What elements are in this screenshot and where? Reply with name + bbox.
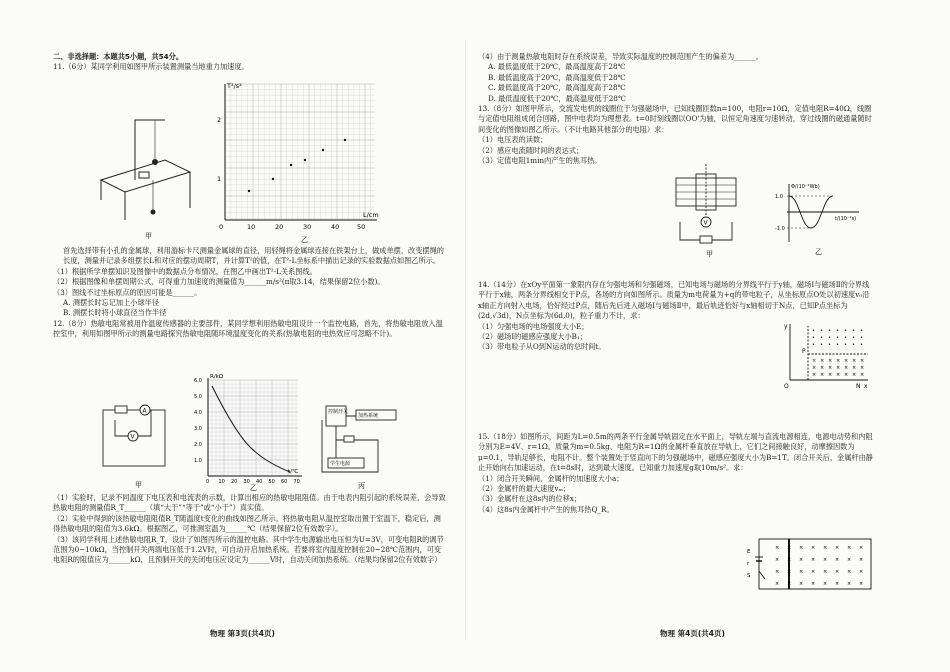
data-point xyxy=(272,178,274,180)
field-cross: × xyxy=(787,581,792,587)
field-cross: × xyxy=(775,557,780,563)
q12-body xyxy=(53,493,448,566)
ctrl-switch-label: 控制开关 xyxy=(328,409,349,415)
q11-xtick: 20 xyxy=(275,223,284,231)
field-cross: × xyxy=(852,372,857,378)
field-cross: × xyxy=(847,581,852,587)
q14-sub3: （3）带电粒子从O到N运动的总时间t。 xyxy=(478,342,606,352)
q14-figure xyxy=(782,320,872,390)
field-cross: × xyxy=(799,581,804,587)
field-cross: × xyxy=(812,358,817,364)
field-cross: × xyxy=(860,365,865,371)
q12-rt-curve xyxy=(212,386,290,472)
field-cross: × xyxy=(820,365,825,371)
field-cross: × xyxy=(811,557,816,563)
q12-sub3: （3）该同学利用上述热敏电阻R_T，设计了如图丙所示的温控电路。其中学生电源输出电压恒为U=3V，可变电阻R的调节范围为0~10kΩ，当控制开关两端电压低于1.2V时，可自动开启加热系统。若要将室内温度控制在20~28℃范围内，可变电阻R的阻值应为______kΩ，且预制开关的关闭电压应设定为______V时，自动关闭加热系统。（结果均保留2位有效数字） xyxy=(53,534,444,565)
field-cross: × xyxy=(775,569,780,575)
field-cross: × xyxy=(823,569,828,575)
field-cross: × xyxy=(823,581,828,587)
column-divider xyxy=(465,40,466,640)
field-cross: × xyxy=(847,545,852,551)
q14-point-n: N xyxy=(856,383,861,390)
field-cross: × xyxy=(836,365,841,371)
q12-grid xyxy=(208,380,298,476)
field-cross: × xyxy=(820,372,825,378)
q13-voltmeter-label: V xyxy=(703,219,708,227)
field-cross: × xyxy=(847,557,852,563)
field-cross: × xyxy=(812,365,817,371)
q11-ytick: 2 xyxy=(217,116,222,124)
q15-body xyxy=(478,432,873,515)
field-cross: × xyxy=(859,557,864,563)
field-cross: × xyxy=(811,581,816,587)
field-cross: × xyxy=(852,365,857,371)
field-cross: × xyxy=(828,365,833,371)
q11-body xyxy=(53,246,448,340)
q14-point-p: P xyxy=(802,348,806,355)
q12-y-ticks xyxy=(194,378,202,464)
clamp xyxy=(139,172,149,178)
field-dot: • xyxy=(812,342,815,348)
footer-right: 物理 第4页(共4页) xyxy=(660,629,725,638)
field-dot: • xyxy=(860,328,863,334)
q11-optB: B. 测摆长时将小球直径当作半径 xyxy=(63,308,167,318)
field-cross: × xyxy=(799,569,804,575)
q15-sub1: （1）闭合开关瞬间，金属杆的加速度大小a； xyxy=(478,473,624,483)
q14-field-marks xyxy=(812,328,864,378)
q12-figure-jia xyxy=(95,392,180,492)
field-cross: × xyxy=(775,545,780,551)
variable-resistor xyxy=(344,436,354,442)
field-dot: • xyxy=(836,342,839,348)
thermistor xyxy=(115,406,127,413)
q12-sub4: （4）由于测量热敏电阻时存在系统误差，导致实际温度的控制范围产生的偏差为______。 xyxy=(478,52,763,61)
data-point xyxy=(290,164,292,166)
field-cross: × xyxy=(836,358,841,364)
q14-origin: O xyxy=(784,383,789,390)
q11-xtick: 40 xyxy=(331,223,340,231)
q11-y-label: T²/s² xyxy=(227,82,242,90)
field-cross: × xyxy=(787,545,792,551)
field-cross: × xyxy=(820,358,825,364)
table-top xyxy=(101,160,190,192)
q14-stem: 14.（14分）在xOy平面第一象限内存在匀强电场和匀强磁场，已知电场与磁场的分界线平行于y轴，磁场Ⅰ与磁场Ⅱ的分界线平行于x轴，两条分界线相交于P点，各场的方向如图所示。质量为m电荷量为+q的带电粒子，从坐标原点O处以初速度v₀沿x轴正方向射入电场，恰好经过P点，随后先后进入磁场Ⅰ与磁场Ⅱ中，最后轨迹恰好与x轴相切于N点，已知P点坐标为(2d,√3d)，N点坐标为(6d,0)，粒子重力不计，求： xyxy=(478,280,870,321)
field-cross: × xyxy=(860,358,865,364)
field-dot: • xyxy=(860,342,863,348)
field-dot: • xyxy=(852,342,855,348)
q13-phi-label: Φ/(10⁻²Wb) xyxy=(791,184,820,190)
q15-label-S: S xyxy=(747,573,751,579)
q12-ytick: 1.0 xyxy=(194,458,202,464)
q15-label-E: E xyxy=(747,549,751,555)
q12-sub1: （1）实验时，记录不同温度下电压表和电流表的示数，计算出相应的热敏电阻阻值。由于电表内阻引起的系统误差，会导致热敏电阻的测量值R_T______（填“大于”“等于”或“小于”）真实值。 xyxy=(53,493,446,513)
field-cross: × xyxy=(823,557,828,563)
q11-figure-yi xyxy=(205,80,385,245)
field-cross: × xyxy=(844,358,849,364)
field-cross: × xyxy=(811,545,816,551)
field-dot: • xyxy=(852,328,855,334)
q12-optA: A. 最低温度低于20℃，最高温度高于28℃ xyxy=(488,62,626,72)
q12-figure-bing xyxy=(318,400,408,492)
field-dot: • xyxy=(812,328,815,334)
q12-ytick: 2.0 xyxy=(194,442,202,448)
field-cross: × xyxy=(844,372,849,378)
field-cross: × xyxy=(787,569,792,575)
data-point xyxy=(344,139,346,141)
field-cross: × xyxy=(823,545,828,551)
field-dot: • xyxy=(836,328,839,334)
q11-grid xyxy=(225,84,375,220)
q12-optC: C. 最低温度高于20℃，最高温度高于28℃ xyxy=(488,83,626,93)
q15-sub3: （3）金属杆在这8s内的位移x； xyxy=(478,494,582,504)
data-point xyxy=(248,190,250,192)
q11-sub3: （3）图线不过坐标原点的原因可能是______。 xyxy=(53,287,202,297)
field-cross: × xyxy=(835,545,840,551)
field-cross: × xyxy=(787,557,792,563)
field-cross: × xyxy=(828,372,833,378)
q12-stem: 12.（8分）热敏电阻常被用作温度传感器的主要部件，某同学想利用热敏电阻设计一个监控电路，首先，将热敏电阻放入温控室中，利用如图甲所示的测量电路探究热敏电阻随环境温度变化的关系(热敏电阻的电热效应可忽略不计)。 xyxy=(53,318,443,339)
field-cross: × xyxy=(799,545,804,551)
q12-xtick: 10 xyxy=(218,479,225,485)
q11-xtick: 0 xyxy=(219,223,224,231)
student-power-label: 学生电源 xyxy=(330,461,351,467)
left-column xyxy=(53,52,448,73)
q12-xtick: 40 xyxy=(256,479,263,485)
pendulum-ball xyxy=(153,160,158,165)
q11-xtick: 30 xyxy=(303,223,312,231)
q11-figure-jia xyxy=(95,80,195,240)
field-cross: × xyxy=(835,569,840,575)
field-cross: × xyxy=(775,581,780,587)
q12-optD: D. 最低温度低于20℃，最高温度低于28℃ xyxy=(488,93,626,103)
q11-fig-jia-label: 甲 xyxy=(145,232,152,240)
q12-xtick: 30 xyxy=(243,479,250,485)
q13-fig-yi-label: 乙 xyxy=(815,248,822,256)
section-header: 二、非选择题：本题共5小题，共54分。 xyxy=(53,52,184,61)
q12-fig-bing-label: 丙 xyxy=(358,482,365,490)
q12-xtick: 20 xyxy=(231,479,238,485)
q11-sub2: （2）根据图像和单摆周期公式，可得重力加速度的测量值为______m/s²(π取3.14，结果保留2位小数)。 xyxy=(53,277,385,287)
field-dot: • xyxy=(828,342,831,348)
ammeter-label: A xyxy=(142,407,147,415)
q13-sub3: （3）定值电阻1min内产生的焦耳热。 xyxy=(478,156,602,166)
field-dot: • xyxy=(828,328,831,334)
q12-ytick: 4.0 xyxy=(194,410,202,416)
q11-para: 首先选择带有小孔的金属球，利用游标卡尺测量金属球的直径，用轻绳将金属球连接在铁架台上，做成单摆，改变摆绳的长度，测量并记录多组摆长L和对应的摆动周期T，并计算T²的值，在T²-L坐标系中描出记录的实验数据点如图乙所示。 xyxy=(63,246,444,266)
q15-figure xyxy=(745,535,875,595)
table-legs xyxy=(101,172,190,220)
q14-sub1: （1）匀强电场的电场强度大小E； xyxy=(478,321,589,331)
resistor-R xyxy=(700,236,712,243)
field-cross: × xyxy=(835,581,840,587)
q11-sub1: （1）根据所学单摆知识及图像中的数据点分布情况，在图乙中画出T²-L关系图线。 xyxy=(53,266,317,276)
q13-figure-yi xyxy=(775,182,865,260)
q13-stem: 13.（8分）如图甲所示，交流发电机的线圈位于匀强磁场中，已知线圈匝数n=100，电阻r=10Ω，定值电阻R=40Ω，线圈与定值电阻组成闭合回路，图中电表均为理想表。t=0时刻线圈以OO'为轴，以恒定角速度匀速转动，穿过线圈的磁通量随时间变化的图像如图乙所示。（不计电路其他部分的电阻）求： xyxy=(478,104,872,134)
field-cross: × xyxy=(859,545,864,551)
field-cross: × xyxy=(860,372,865,378)
field-dot: • xyxy=(828,335,831,341)
field-dot: • xyxy=(820,328,823,334)
field-dot: • xyxy=(836,335,839,341)
q12-y-label: R/kΩ xyxy=(210,374,224,380)
voltmeter-label: V xyxy=(130,433,135,441)
q13-fig-jia-label: 甲 xyxy=(706,250,713,258)
q12-xtick: 0 xyxy=(206,479,210,485)
field-dot: • xyxy=(820,335,823,341)
q13-sub2: （2）感应电流随时间的表达式； xyxy=(478,145,584,155)
footer-left: 物理 第3页(共4页) xyxy=(210,629,275,638)
q14-axis-x: x xyxy=(864,383,868,390)
iron-stand xyxy=(135,120,165,180)
q12-xtick: 70 xyxy=(293,479,300,485)
q12-xtick: 60 xyxy=(281,479,288,485)
field-cross: × xyxy=(812,372,817,378)
field-cross: × xyxy=(799,557,804,563)
q12-ytick: 6.0 xyxy=(194,378,202,384)
q12-fig-yi-label: 乙 xyxy=(250,484,257,492)
field-dot: • xyxy=(844,335,847,341)
switch-S xyxy=(759,571,765,579)
q12-ytick: 5.0 xyxy=(194,394,202,400)
field-cross: × xyxy=(836,372,841,378)
q12-xtick: 50 xyxy=(268,479,275,485)
right-column xyxy=(478,52,873,166)
q11-fig-yi-label: 乙 xyxy=(301,236,308,244)
field-dot: • xyxy=(860,335,863,341)
q12-x-label: t/℃ xyxy=(288,469,299,475)
field-cross: × xyxy=(835,557,840,563)
q15-label-r: r xyxy=(747,561,750,567)
q14-sub2: （2）磁场Ⅰ的磁感应强度大小B₁； xyxy=(478,332,588,342)
q15-sub4: （4）这8s内金属杆中产生的焦耳热Q_R。 xyxy=(478,504,614,514)
q12-figure-yi xyxy=(190,372,310,492)
field-dot: • xyxy=(852,335,855,341)
data-point xyxy=(322,149,324,151)
q11-xtick: 10 xyxy=(247,223,256,231)
field-cross: × xyxy=(852,358,857,364)
q13-t-label: t/(10⁻²s) xyxy=(835,216,857,222)
field-dot: • xyxy=(812,335,815,341)
q13-figure-jia xyxy=(670,160,750,260)
q13-sub1: （1）电压表的读数； xyxy=(478,135,548,145)
field-dot: • xyxy=(844,328,847,334)
q12-optB: B. 最低温度高于20℃，最高温度低于28℃ xyxy=(488,72,626,82)
field-cross: × xyxy=(844,365,849,371)
field-cross: × xyxy=(828,358,833,364)
q13-y-bot: -1.0 xyxy=(775,226,785,232)
field-cross: × xyxy=(859,581,864,587)
q11-ytick: 1 xyxy=(217,175,222,183)
field-cross: × xyxy=(859,569,864,575)
heater-label: 加热系统 xyxy=(358,413,379,419)
q15-stem: 15.（18分）如图所示，间距为L=0.5m的两条平行金属导轨固定在水平面上，导轨左端与直流电源相连，电源电动势和内阻分别为E=4V、r=1Ω。质量为m=0.5kg、电阻为R=1Ω的金属杆垂直放在导轨上，它们之间接触良好，动摩擦因数为μ=0.1，导轨足够长，电阻不计。整个装置处于竖直向下的匀强磁场中，磁感应强度大小为B=1T。闭合开关后，金属杆由静止开始向右加速运动，在t=8s时，达到最大速度。已知重力加速度g取10m/s²。求： xyxy=(478,432,873,473)
field-dot: • xyxy=(820,342,823,348)
q11-optA: A. 测摆长时忘记加上小球半径 xyxy=(63,298,160,308)
q11-x-label: L/cm xyxy=(363,211,379,219)
q13-y-top: 1.0 xyxy=(775,194,783,200)
q11-xtick: 50 xyxy=(357,223,366,231)
q12-ytick: 3.0 xyxy=(194,426,202,432)
q14-axis-y: y xyxy=(784,323,788,330)
field-dot: • xyxy=(844,342,847,348)
field-cross: × xyxy=(847,569,852,575)
q11-stem: 11.（6分）某同学利用如图甲所示装置测量当地重力加速度。 xyxy=(53,62,249,72)
q15-sub2: （2）金属杆的最大速度vₘ； xyxy=(478,484,571,494)
q12-sub2: （2）实验中得到的该热敏电阻阻值R_T随温度t变化的曲线如图乙所示。将热敏电阻从温控室取出置于室温下，稳定后，测得热敏电阻的阻值为3.6kΩ。根据图乙，可推测室温为______℃（结果保留2位有效数字）。 xyxy=(53,513,441,534)
data-point xyxy=(304,159,306,161)
q12-fig-jia-label: 甲 xyxy=(135,481,142,489)
field-cross: × xyxy=(811,569,816,575)
